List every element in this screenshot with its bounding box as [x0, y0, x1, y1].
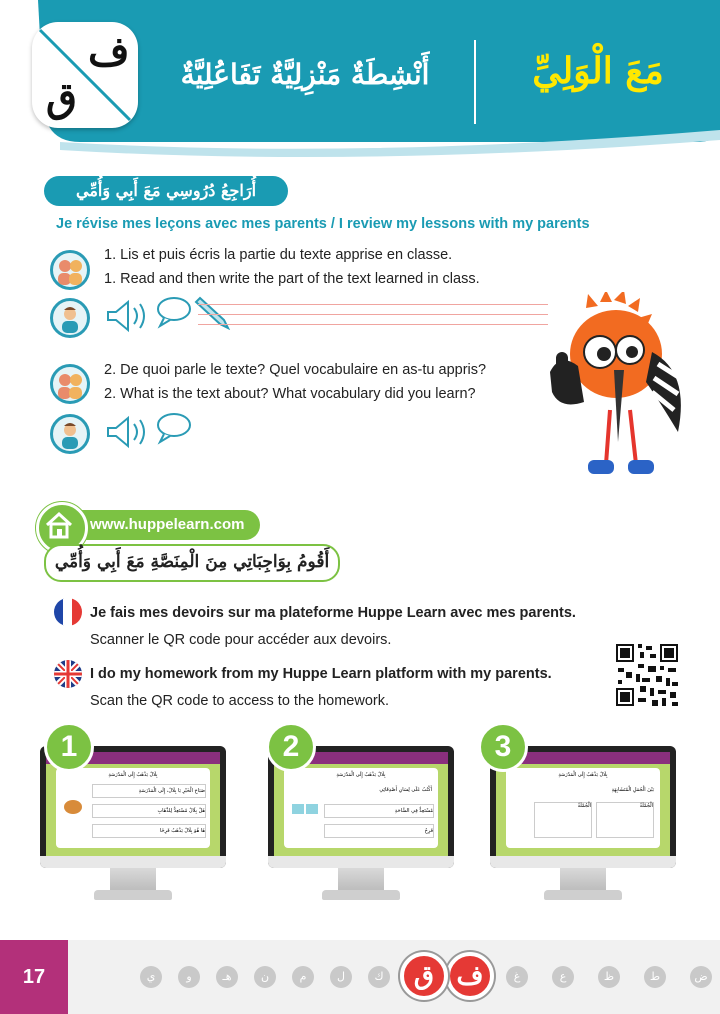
screen-row: بَيْنَ الْجُمَلِ الْمُتَشَابِهَةِ [611, 787, 654, 793]
parents-icon [50, 250, 90, 290]
screen-row: هَلْ بِلَالٌ مُسْتَعِدٌّ لِلذَّهَابِ [92, 804, 206, 818]
alphabet-letter: م [292, 966, 314, 988]
page-subtitle: أَنْشِطَةٌ مَنْزِلِيَّةٌ تَفَاعُلِيَّةٌ [180, 58, 430, 91]
alphabet-letter: ظ [598, 966, 620, 988]
screen-row: صَبَاحَ الْخَيْرِ يَا بِلَالُ، إِلَى الْمَدْرَسَةِ [92, 784, 206, 798]
alphabet-letter: هـ [216, 966, 238, 988]
alphabet-letter: ض [690, 966, 712, 988]
alphabet-letter: ك [368, 966, 390, 988]
letter-card [32, 22, 138, 128]
fr-qr-instruction: Scanner le QR code pour accéder aux devoirs. [90, 632, 392, 648]
fr-homework-text: Je fais mes devoirs sur ma plateforme Huppe Learn avec mes parents. [90, 605, 576, 621]
en-qr-instruction: Scan the QR code to access to the homework. [90, 693, 390, 709]
alphabet-letter: غ [506, 966, 528, 988]
screen-title: بِلَالٌ يَذْهَبُ إِلَى الْمَدْرَسَةِ [108, 772, 158, 778]
highlight-letter-qaf: ق [400, 952, 448, 1000]
alphabet-letter: ع [552, 966, 574, 988]
website-link[interactable]: www.huppelearn.com [64, 510, 260, 540]
speaker-speech-icon [104, 296, 194, 336]
writing-lines[interactable] [198, 300, 548, 330]
alphabet-bar [68, 940, 720, 1014]
header-divider [474, 40, 476, 124]
screen-title: بِلَالٌ يَذْهَبُ إِلَى الْمَدْرَسَةِ [558, 772, 608, 778]
alphabet-letter: ن [254, 966, 276, 988]
screen-row: مُسْتَعِدٌّ فِي السَّاحَةِ [324, 804, 434, 818]
screen-row: فَرِحٌ [324, 824, 434, 838]
letter-qaf: ق [46, 74, 78, 121]
en-homework-text: I do my homework from my Huppe Learn platform with my parents. [90, 666, 552, 682]
platform-heading-ar: أَقُومُ بِوَاجِبَاتِي مِنَ الْمِنَصَّةِ مَعَ أَبِي وَأُمِّي [44, 544, 340, 582]
child-icon [50, 298, 90, 338]
alphabet-letter: و [178, 966, 200, 988]
task2-en: 2. What is the text about? What vocabulary did you learn? [104, 386, 476, 402]
palette-icon [64, 800, 82, 814]
page-title: مَعَ الْوَلِيِّ [532, 50, 664, 92]
alphabet-letter: ط [644, 966, 666, 988]
step-number-2: 2 [266, 722, 316, 772]
child-icon-2 [50, 414, 90, 454]
task1-fr: 1. Lis et puis écris la partie du texte apprise en classe. [104, 247, 453, 263]
page-number: 17 [0, 940, 68, 1014]
qr-code[interactable] [614, 642, 680, 708]
screen-title: بِلَالٌ يَذْهَبُ إِلَى الْمَدْرَسَةِ [336, 772, 386, 778]
review-heading-ar: أُرَاجِعُ دُرُوسِي مَعَ أَبِي وَأُمِّي [44, 176, 288, 206]
step-number-1: 1 [44, 722, 94, 772]
review-subtitle: Je révise mes leçons avec mes parents / I review my lessons with my parents [56, 216, 590, 232]
hoopoe-mascot [540, 292, 690, 492]
step-monitor-3[interactable] [490, 746, 676, 906]
screen-row: الْجُمْلَةُ [534, 802, 592, 838]
step-number-3: 3 [478, 722, 528, 772]
screen-row: هَا هُوَ بِلَالٌ يَذْهَبُ فَرِحًا [92, 824, 206, 838]
screen-row: أَكْتُبُ عَلَى لِسَانِ أَصْدِقَائِي [379, 787, 432, 793]
letter-fa: ف [88, 28, 130, 75]
speaker-speech-icon-2 [104, 412, 194, 452]
task1-en: 1. Read and then write the part of the text learned in class. [104, 271, 480, 287]
alphabet-letter: ل [330, 966, 352, 988]
highlight-letter-fa: ف [446, 952, 494, 1000]
alphabet-letter: ي [140, 966, 162, 988]
screen-row: الْجُمْلَةُ [596, 802, 654, 838]
uk-flag-icon [54, 660, 82, 688]
task2-fr: 2. De quoi parle le texte? Quel vocabulaire en as-tu appris? [104, 362, 487, 378]
france-flag-icon [54, 598, 82, 626]
parents-icon-2 [50, 364, 90, 404]
